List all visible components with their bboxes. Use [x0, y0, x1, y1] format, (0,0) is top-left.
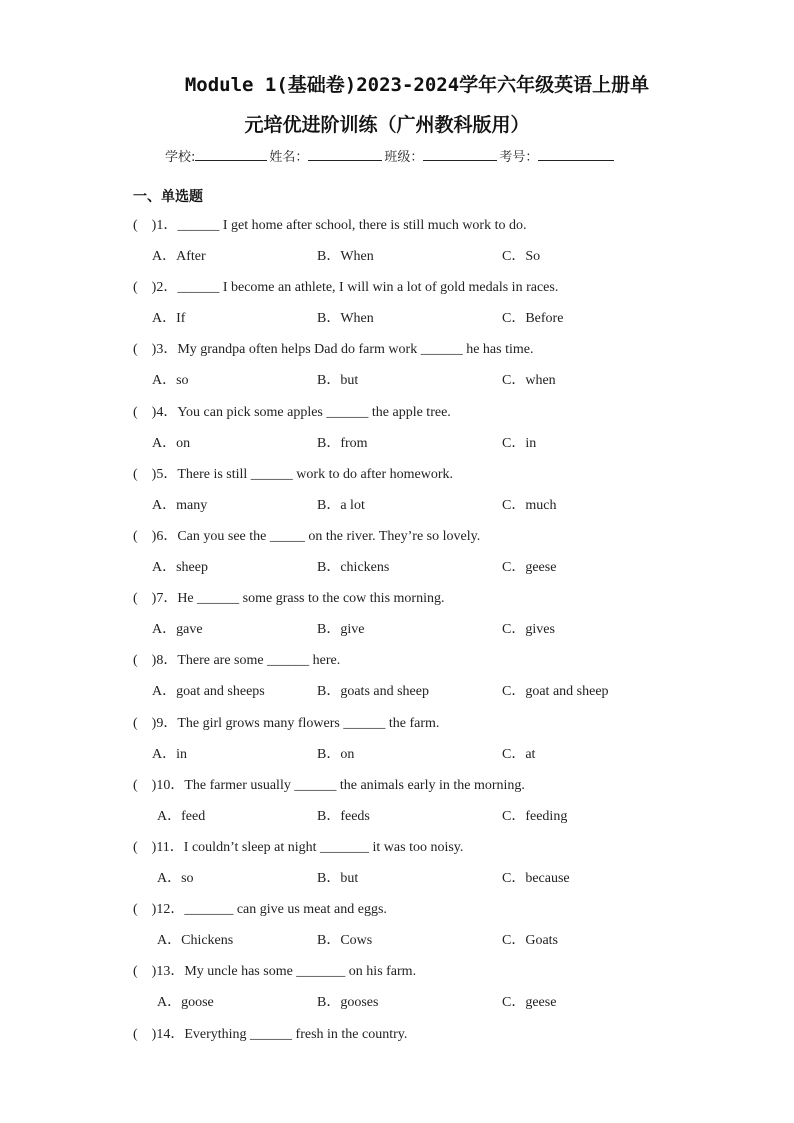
answer-option[interactable]: B．feeds [317, 808, 370, 824]
answer-option[interactable]: B．from [317, 435, 368, 451]
answer-option[interactable]: A．goose [157, 995, 214, 1011]
answer-option[interactable]: B．but [317, 871, 359, 886]
answer-option[interactable]: C．goat and sheep [502, 684, 609, 700]
answer-option[interactable]: B．but [317, 373, 359, 389]
answer-option[interactable]: C．Goats [502, 933, 558, 949]
answer-option[interactable]: A．many [152, 497, 208, 513]
student-info-row [165, 146, 616, 165]
answer-option[interactable]: A．After [152, 249, 206, 264]
question-stem: ( )10．The farmer usually ______ the animals early in the morning. [133, 777, 525, 793]
section-title: 一、单选题 [133, 189, 203, 205]
answer-option[interactable]: A．feed [157, 808, 206, 824]
answer-option[interactable]: B．goats and sheep [317, 684, 429, 700]
answer-option[interactable]: B．a lot [317, 497, 365, 513]
question-stem: ( )7．He ______ some grass to the cow this morning. [133, 591, 445, 607]
question-stem: ( )5．There is still ______ work to do after homework. [133, 466, 453, 482]
school-blank[interactable] [195, 148, 267, 161]
answer-option[interactable]: C．in [502, 435, 537, 451]
question-stem: ( )12．_______ can give us meat and eggs. [133, 902, 387, 918]
question-stem: ( )13．My uncle has some _______ on his farm. [133, 964, 417, 980]
question-stem: ( )14．Everything ______ fresh in the country. [133, 1026, 408, 1042]
question-stem: ( )8．There are some ______ here. [133, 653, 341, 669]
name-blank[interactable] [308, 148, 382, 161]
answer-option[interactable]: A．so [157, 871, 194, 886]
question-stem: ( )3．My grandpa often helps Dad do farm work ______ he has time. [133, 342, 534, 358]
answer-option[interactable]: B．gooses [317, 995, 379, 1011]
question-stem: ( )11．I couldn’t sleep at night _______ it was too noisy. [133, 840, 464, 855]
page-title-line2: 元培优进阶训练（广州教科版用） [244, 114, 530, 136]
answer-option[interactable]: C．geese [502, 995, 557, 1011]
answer-option[interactable]: C．at [502, 746, 536, 762]
answer-option[interactable]: A．If [152, 311, 186, 327]
question-stem: ( )1．______ I get home after school, there is still much work to do. [133, 218, 527, 233]
answer-option[interactable]: A．gave [152, 622, 203, 638]
answer-option[interactable]: A．Chickens [157, 933, 234, 949]
number-label: 考号： [499, 150, 539, 165]
answer-option[interactable]: C．So [502, 249, 541, 264]
answer-option[interactable]: A．sheep [152, 560, 208, 575]
number-blank[interactable] [538, 148, 614, 161]
answer-option[interactable]: B．chickens [317, 560, 390, 575]
question-stem: ( )4．You can pick some apples ______ the apple tree. [133, 404, 451, 420]
answer-option[interactable]: C．much [502, 497, 557, 513]
name-label: 姓名： [269, 150, 309, 165]
answer-option[interactable]: B．on [317, 746, 355, 762]
school-label: 学校: [165, 150, 196, 165]
answer-option[interactable]: C．gives [502, 622, 555, 638]
question-stem: ( )6．Can you see the _____ on the river. They’re so lovely. [133, 529, 481, 544]
answer-option[interactable]: C．when [502, 373, 556, 389]
answer-option[interactable]: C．because [502, 871, 570, 886]
class-blank[interactable] [423, 148, 497, 161]
answer-option[interactable]: A．on [152, 435, 191, 451]
answer-option[interactable]: A．so [152, 373, 189, 389]
answer-option[interactable]: C．Before [502, 311, 564, 327]
page-title-line1: Module 1(基础卷)2023-2024学年六年级英语上册单 [184, 74, 650, 96]
answer-option[interactable]: B．When [317, 311, 374, 327]
answer-option[interactable]: B．Cows [317, 933, 373, 949]
class-label: 班级： [384, 150, 424, 165]
question-stem: ( )2．______ I become an athlete, I will win a lot of gold medals in races. [133, 280, 559, 296]
answer-option[interactable]: B．When [317, 249, 374, 264]
question-stem: ( )9．The girl grows many flowers ______ the farm. [133, 715, 440, 731]
answer-option[interactable]: B．give [317, 622, 365, 638]
answer-option[interactable]: A．in [152, 746, 187, 762]
answer-option[interactable]: A．goat and sheeps [152, 684, 265, 700]
answer-option[interactable]: C．feeding [502, 808, 568, 824]
answer-option[interactable]: C．geese [502, 560, 557, 575]
